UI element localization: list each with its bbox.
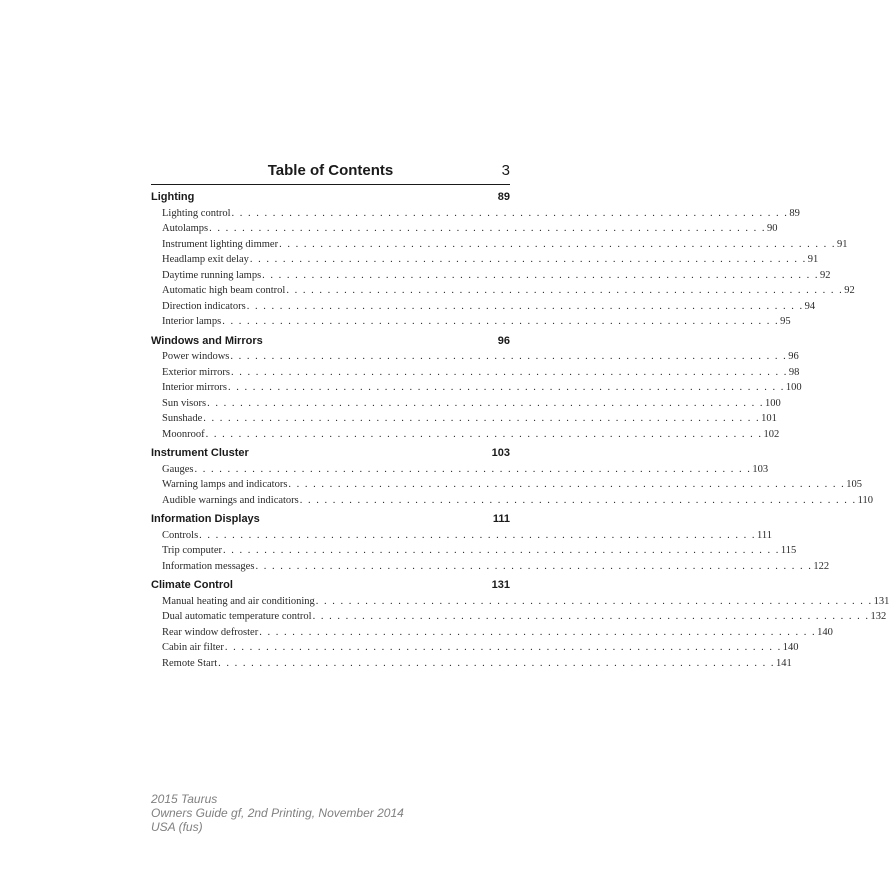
entry-label: Daytime running lamps — [162, 269, 262, 281]
entry-page: 131 — [873, 595, 889, 607]
entry-label: Trip computer — [162, 545, 222, 556]
toc-entry[interactable] — [151, 543, 797, 559]
entry-page: 132 — [870, 611, 887, 622]
dot-leader: . . . . . . . . . . . . . . . . . . . . . . . . . . . . . . . . . . . . . . . . . . . . . . . . . . . . . . . . . . . . . . . . . . . . — [299, 494, 857, 506]
toc-entry[interactable] — [151, 206, 800, 222]
section-heading[interactable] — [151, 446, 510, 462]
toc-entry[interactable] — [151, 640, 799, 656]
dot-leader: . . . . . . . . . . . . . . . . . . . . . . . . . . . . . . . . . . . . . . . . . . . . . . . . . . . . . . . . . . . . . . . . . . . . — [223, 545, 780, 556]
dot-leader: . . . . . . . . . . . . . . . . . . . . . . . . . . . . . . . . . . . . . . . . . . . . . . . . . . . . . . . . . . . . . . . . . . . . — [230, 366, 788, 378]
dot-leader: . . . . . . . . . . . . . . . . . . . . . . . . . . . . . . . . . . . . . . . . . . . . . . . . . . . . . . . . . . . . . . . . . . . . — [262, 269, 820, 281]
entry-label: Automatic high beam control — [162, 285, 286, 296]
section-page: 111 — [492, 513, 510, 525]
entry-label: Remote Start — [162, 657, 218, 669]
entry-label: Manual heating and air conditioning — [162, 595, 315, 607]
dot-leader: . . . . . . . . . . . . . . . . . . . . . . . . . . . . . . . . . . . . . . . . . . . . . . . . . . . . . . . . . . . . . . . . . . . . — [249, 254, 807, 265]
page-header — [151, 160, 510, 185]
entry-page: 92 — [844, 285, 855, 296]
toc-section — [151, 446, 874, 508]
entry-page: 100 — [764, 397, 781, 409]
entry-label: Controls — [162, 529, 199, 541]
entry-page: 115 — [780, 545, 797, 556]
entry-label: Moonroof — [162, 428, 205, 440]
entry-page: 101 — [761, 413, 777, 424]
toc-entry[interactable] — [151, 462, 769, 478]
entry-label: Sunshade — [162, 413, 203, 424]
toc-entry[interactable] — [151, 411, 777, 427]
section-heading[interactable] — [151, 512, 510, 528]
page-number: 3 — [501, 162, 510, 179]
dot-leader: . . . . . . . . . . . . . . . . . . . . . . . . . . . . . . . . . . . . . . . . . . . . . . . . . . . . . . . . . . . . . . . . . . . . — [205, 428, 763, 440]
dot-leader: . . . . . . . . . . . . . . . . . . . . . . . . . . . . . . . . . . . . . . . . . . . . . . . . . . . . . . . . . . . . . . . . . . . . — [218, 657, 775, 669]
entry-page: 122 — [813, 560, 830, 572]
dot-leader: . . . . . . . . . . . . . . . . . . . . . . . . . . . . . . . . . . . . . . . . . . . . . . . . . . . . . . . . . . . . . . . . . . . . — [312, 611, 870, 622]
section-page: 103 — [491, 447, 510, 459]
toc-entry[interactable] — [151, 365, 800, 381]
entry-page: 105 — [846, 479, 863, 490]
dot-leader: . . . . . . . . . . . . . . . . . . . . . . . . . . . . . . . . . . . . . . . . . . . . . . . . . . . . . . . . . . . . . . . . . . . . — [203, 413, 761, 424]
toc-entry[interactable] — [151, 380, 802, 396]
entry-page: 96 — [788, 351, 799, 362]
toc-entry[interactable] — [151, 528, 773, 544]
section-heading[interactable] — [151, 578, 510, 594]
dot-leader: . . . . . . . . . . . . . . . . . . . . . . . . . . . . . . . . . . . . . . . . . . . . . . . . . . . . . . . . . . . . . . . . . . . . — [255, 560, 813, 572]
dot-leader: . . . . . . . . . . . . . . . . . . . . . . . . . . . . . . . . . . . . . . . . . . . . . . . . . . . . . . . . . . . . . . . . . . . . — [259, 626, 817, 638]
toc-entry[interactable] — [151, 349, 799, 365]
footer-region-code: (fus) — [178, 820, 203, 834]
table-of-contents — [151, 190, 889, 671]
entry-page: 141 — [776, 657, 792, 669]
page-title: Table of Contents — [267, 162, 394, 179]
entry-page: 103 — [752, 463, 769, 475]
entry-label: Audible warnings and indicators — [162, 494, 299, 506]
dot-leader: . . . . . . . . . . . . . . . . . . . . . . . . . . . . . . . . . . . . . . . . . . . . . . . . . . . . . . . . . . . . . . . . . . . . — [209, 223, 766, 234]
toc-entry[interactable] — [151, 609, 887, 625]
dot-leader: . . . . . . . . . . . . . . . . . . . . . . . . . . . . . . . . . . . . . . . . . . . . . . . . . . . . . . . . . . . . . . . . . . . . — [315, 595, 873, 607]
entry-page: 90 — [766, 223, 778, 234]
entry-page: 140 — [817, 626, 833, 638]
toc-entry[interactable] — [151, 252, 819, 268]
toc-entry[interactable] — [151, 656, 792, 672]
entry-label: Autolamps — [162, 223, 209, 234]
section-page: 89 — [497, 191, 510, 203]
entry-page: 140 — [782, 642, 799, 653]
entry-page: 98 — [788, 366, 800, 378]
section-heading[interactable] — [151, 334, 510, 350]
toc-entry[interactable] — [151, 594, 889, 610]
entry-page: 95 — [780, 316, 791, 327]
section-title: Information Displays — [151, 513, 260, 525]
toc-entry[interactable] — [151, 299, 816, 315]
entry-page: 111 — [757, 529, 773, 541]
entry-page: 91 — [836, 238, 848, 250]
footer-region-name: USA — [151, 820, 176, 834]
entry-page: 94 — [804, 300, 816, 312]
toc-section — [151, 578, 889, 671]
dot-leader: . . . . . . . . . . . . . . . . . . . . . . . . . . . . . . . . . . . . . . . . . . . . . . . . . . . . . . . . . . . . . . . . . . . . — [222, 316, 780, 327]
toc-entry[interactable] — [151, 559, 830, 575]
footer-edition: Owners Guide gf, 2nd Printing, November 2014 — [151, 806, 404, 820]
toc-section — [151, 190, 855, 330]
entry-label: Warning lamps and indicators — [162, 479, 288, 490]
section-heading[interactable] — [151, 190, 510, 206]
entry-label: Rear window defroster — [162, 626, 259, 638]
toc-section — [151, 334, 802, 443]
dot-leader: . . . . . . . . . . . . . . . . . . . . . . . . . . . . . . . . . . . . . . . . . . . . . . . . . . . . . . . . . . . . . . . . . . . . — [279, 238, 836, 250]
toc-entry[interactable] — [151, 283, 855, 299]
toc-entry[interactable] — [151, 625, 833, 641]
entry-label: Exterior mirrors — [162, 366, 230, 378]
entry-label: Lighting control — [162, 207, 231, 219]
entry-page: 102 — [763, 428, 780, 440]
entry-label: Dual automatic temperature control — [162, 611, 312, 622]
toc-section — [151, 512, 830, 574]
entry-page: 100 — [785, 382, 802, 393]
section-title: Instrument Cluster — [151, 447, 249, 459]
toc-entry[interactable] — [151, 237, 848, 253]
entry-label: Instrument lighting dimmer — [162, 238, 279, 250]
page-footer — [151, 792, 404, 834]
entry-label: Direction indicators — [162, 300, 246, 312]
dot-leader: . . . . . . . . . . . . . . . . . . . . . . . . . . . . . . . . . . . . . . . . . . . . . . . . . . . . . . . . . . . . . . . . . . . . — [246, 300, 804, 312]
toc-entry[interactable] — [151, 268, 831, 284]
entry-page: 89 — [789, 207, 800, 219]
toc-entry[interactable] — [151, 221, 778, 237]
dot-leader: . . . . . . . . . . . . . . . . . . . . . . . . . . . . . . . . . . . . . . . . . . . . . . . . . . . . . . . . . . . . . . . . . . . . — [228, 382, 785, 393]
footer-model: 2015 Taurus — [151, 792, 218, 806]
entry-label: Sun visors — [162, 397, 207, 409]
entry-page: 92 — [820, 269, 831, 281]
dot-leader: . . . . . . . . . . . . . . . . . . . . . . . . . . . . . . . . . . . . . . . . . . . . . . . . . . . . . . . . . . . . . . . . . . . . — [230, 351, 788, 362]
section-title: Lighting — [151, 191, 195, 203]
dot-leader: . . . . . . . . . . . . . . . . . . . . . . . . . . . . . . . . . . . . . . . . . . . . . . . . . . . . . . . . . . . . . . . . . . . . — [199, 529, 757, 541]
toc-entry[interactable] — [151, 314, 791, 330]
entry-label: Power windows — [162, 351, 230, 362]
toc-entry[interactable] — [151, 493, 874, 509]
toc-entry[interactable] — [151, 477, 863, 493]
footer-region — [151, 820, 404, 834]
section-page: 131 — [491, 579, 510, 591]
toc-page — [151, 160, 889, 675]
dot-leader: . . . . . . . . . . . . . . . . . . . . . . . . . . . . . . . . . . . . . . . . . . . . . . . . . . . . . . . . . . . . . . . . . . . . — [194, 463, 752, 475]
toc-entry[interactable] — [151, 396, 781, 412]
section-title: Climate Control — [151, 579, 233, 591]
toc-entry[interactable] — [151, 427, 780, 443]
dot-leader: . . . . . . . . . . . . . . . . . . . . . . . . . . . . . . . . . . . . . . . . . . . . . . . . . . . . . . . . . . . . . . . . . . . . — [286, 285, 844, 296]
dot-leader: . . . . . . . . . . . . . . . . . . . . . . . . . . . . . . . . . . . . . . . . . . . . . . . . . . . . . . . . . . . . . . . . . . . . — [231, 207, 789, 219]
section-page: 96 — [497, 334, 510, 347]
dot-leader: . . . . . . . . . . . . . . . . . . . . . . . . . . . . . . . . . . . . . . . . . . . . . . . . . . . . . . . . . . . . . . . . . . . . — [207, 397, 764, 409]
section-title: Windows and Mirrors — [151, 334, 263, 347]
entry-label: Interior lamps — [162, 316, 222, 327]
entry-label: Information messages — [162, 560, 255, 572]
entry-page: 110 — [857, 494, 874, 506]
entry-label: Headlamp exit delay — [162, 254, 249, 265]
dot-leader: . . . . . . . . . . . . . . . . . . . . . . . . . . . . . . . . . . . . . . . . . . . . . . . . . . . . . . . . . . . . . . . . . . . . — [288, 479, 846, 490]
entry-page: 91 — [807, 254, 819, 265]
entry-label: Cabin air filter — [162, 642, 224, 653]
entry-label: Interior mirrors — [162, 382, 228, 393]
entry-label: Gauges — [162, 463, 194, 475]
dot-leader: . . . . . . . . . . . . . . . . . . . . . . . . . . . . . . . . . . . . . . . . . . . . . . . . . . . . . . . . . . . . . . . . . . . . — [224, 642, 782, 653]
